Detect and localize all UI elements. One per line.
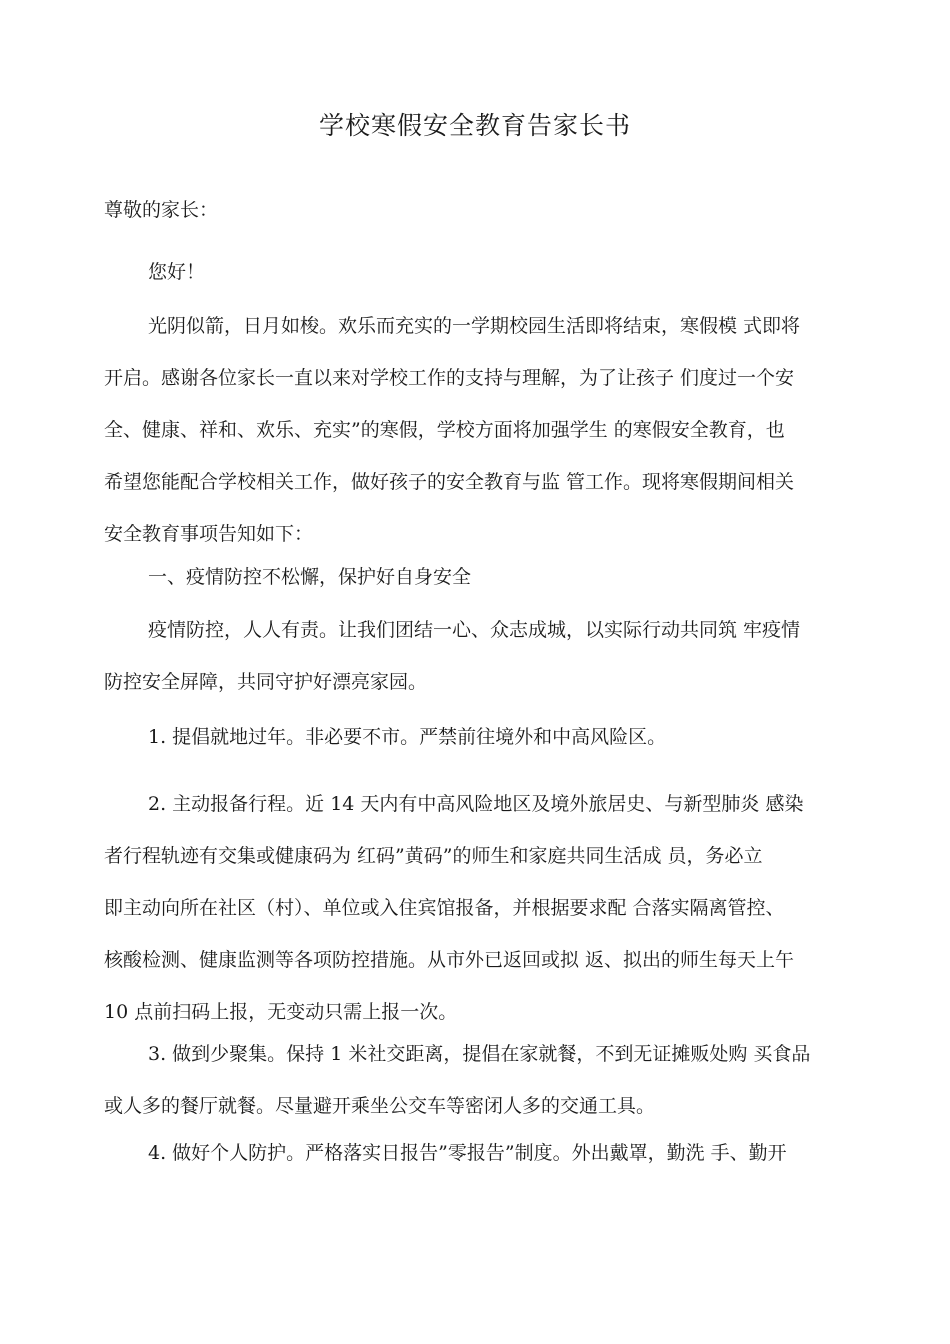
paragraph-line: 即主动向所在社区（村）、单位或入住宾馆报备，并根据要求配 合落实隔离管控、 — [104, 897, 785, 919]
paragraph-line: 10 点前扫码上报，无变动只需上报一次。 — [104, 1001, 458, 1023]
document-title: 学校寒假安全教育告家长书 — [318, 111, 631, 140]
salutation: 尊敬的家长： — [104, 199, 219, 221]
intro-paragraph — [104, 300, 850, 560]
paragraph-line: 疫情防控，人人有责。让我们团结一心、众志成城，以实际行动共同筑 牢疫情 — [148, 619, 801, 641]
greeting: 您好！ — [148, 261, 206, 283]
list-item-4 — [104, 1127, 850, 1179]
paragraph-line: 防控安全屏障，共同守护好漂亮家园。 — [104, 671, 428, 693]
section-heading: 一、疫情防控不松懈，保护好自身安全 — [148, 566, 472, 588]
paragraph-line: 全、健康、祥和、欢乐、充实”的寒假，学校方面将加强学生 的寒假安全教育，也 — [104, 419, 785, 441]
list-item-3 — [104, 1028, 850, 1132]
paragraph-line: 光阴似箭，日月如梭。欢乐而充实的一学期校园生活即将结束，寒假模 式即将 — [148, 315, 801, 337]
paragraph-line: 或人多的餐厅就餐。尽量避开乘坐公交车等密闭人多的交通工具。 — [104, 1095, 656, 1117]
paragraph-line: 2. 主动报备行程。近 14 天内有中高风险地区及境外旅居史、与新型肺炎 感染 — [148, 793, 804, 815]
list-item-1: 1. 提倡就地过年。非必要不市。严禁前往境外和中高风险区。 — [148, 726, 667, 748]
paragraph-line: 开启。感谢各位家长一直以来对学校工作的支持与理解，为了让孩子 们度过一个安 — [104, 367, 795, 389]
paragraph-line: 者行程轨迹有交集或健康码为 红码”黄码”的师生和家庭共同生活成 员，务必立 — [104, 845, 763, 867]
paragraph-line: 安全教育事项告知如下： — [104, 523, 314, 545]
list-item-2 — [104, 778, 850, 1038]
paragraph-line: 3. 做到少聚集。保持 1 米社交距离，提倡在家就餐，不到无证摊贩处购 买食品 — [148, 1043, 811, 1065]
paragraph-line: 4. 做好个人防护。严格落实日报告”零报告”制度。外出戴罩，勤洗 手、勤开 — [148, 1142, 787, 1164]
paragraph-line: 核酸检测、健康监测等各项防控措施。从市外已返回或拟 返、拟出的师生每天上午 — [104, 949, 795, 971]
section-intro-paragraph — [104, 604, 850, 708]
paragraph-line: 希望您能配合学校相关工作，做好孩子的安全教育与监 管工作。现将寒假期间相关 — [104, 471, 795, 493]
